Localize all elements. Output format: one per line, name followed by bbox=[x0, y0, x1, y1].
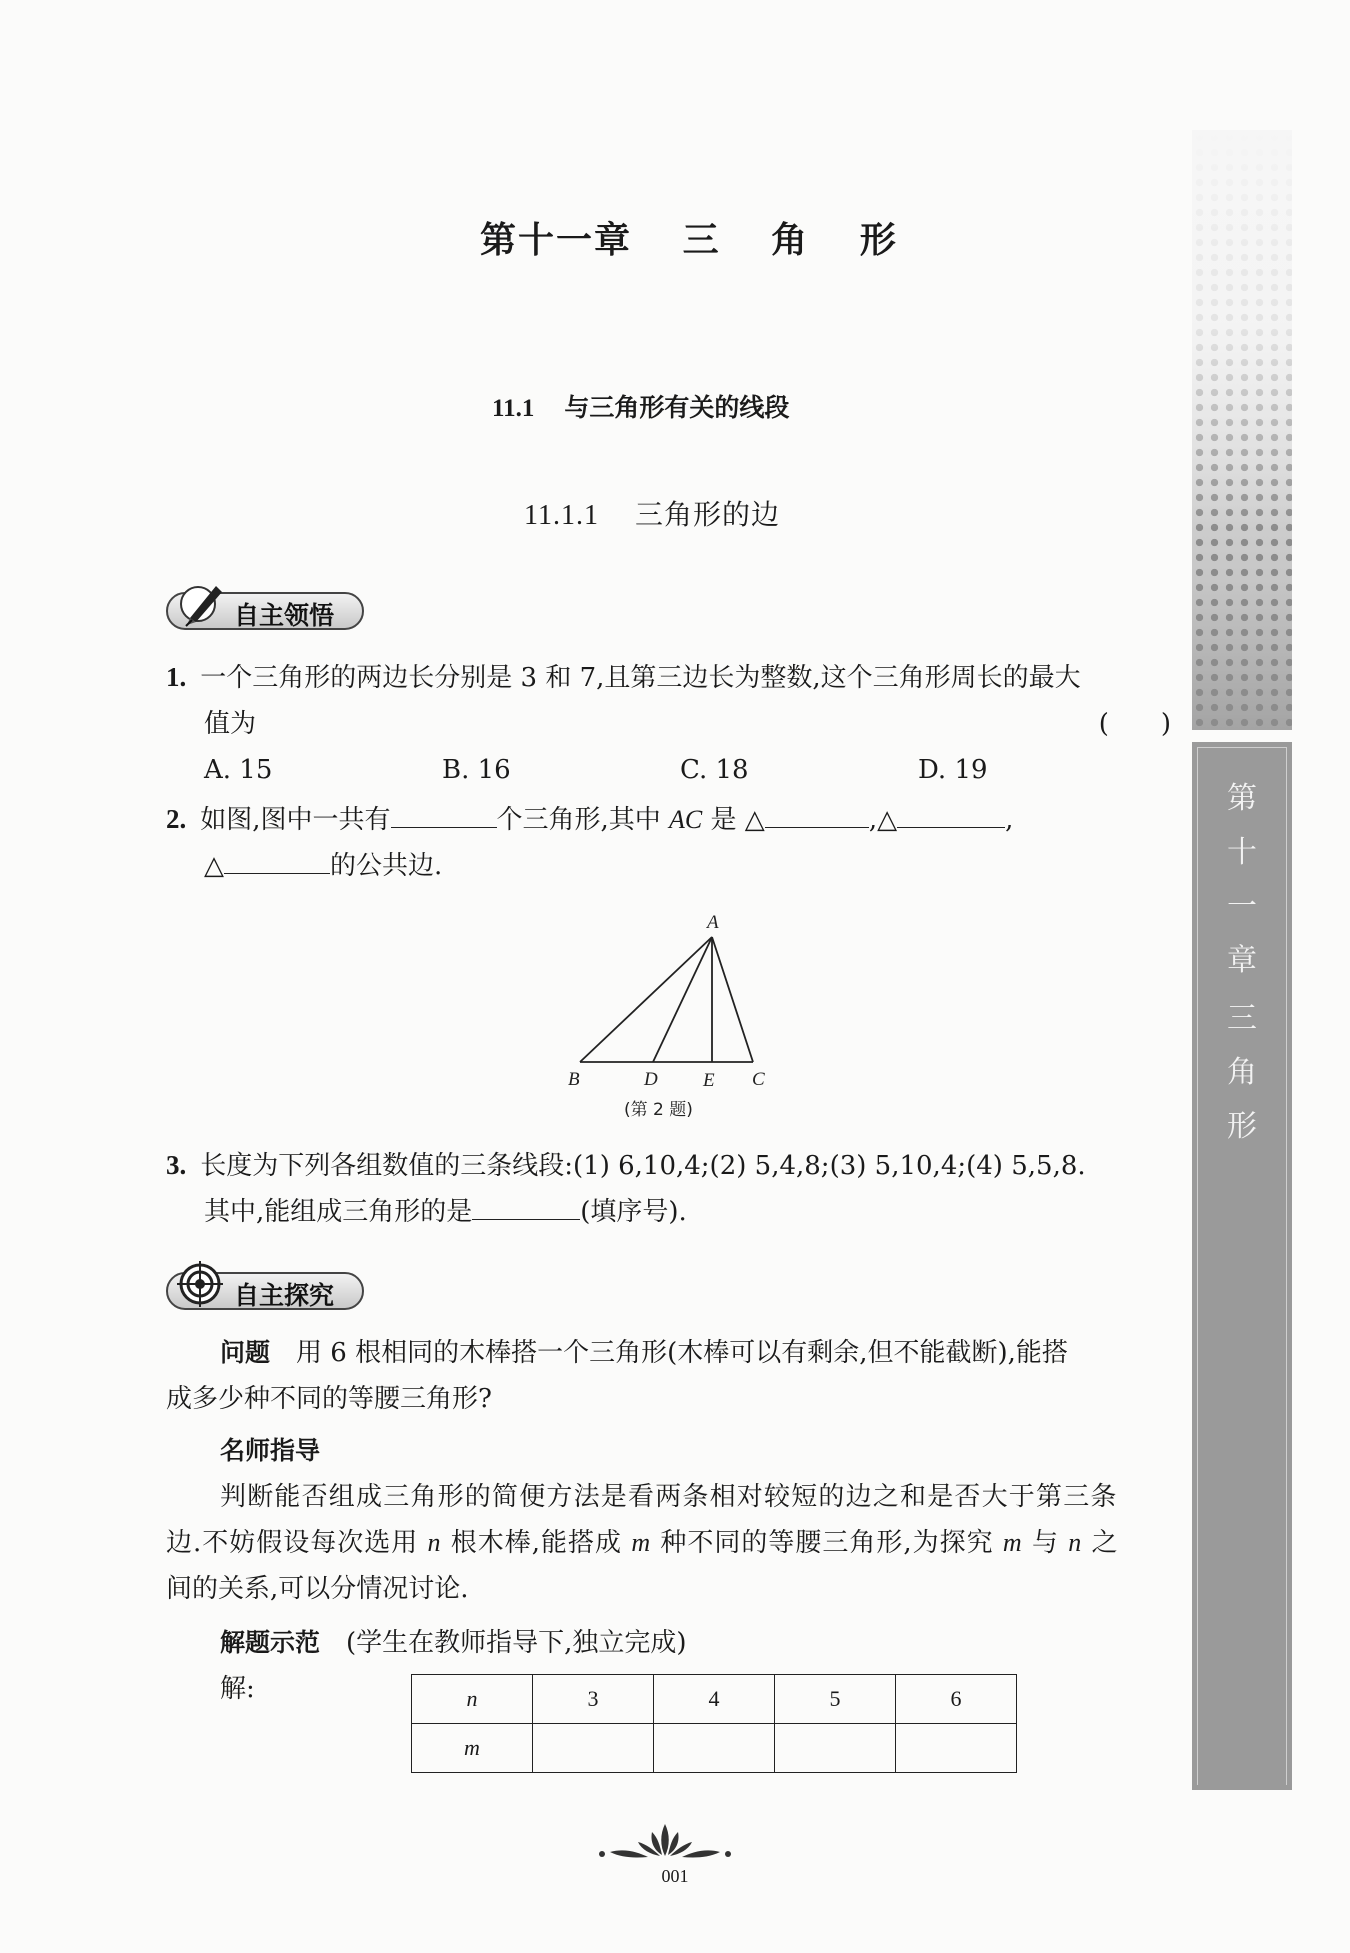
segment-ad bbox=[653, 937, 712, 1062]
teacher-guide: 名师指导 判断能否组成三角形的简便方法是看两条相对较短的边之和是否大于第三条 边.不妨假设每次选用 n 根木棒,能搭成 m 种不同的等腰三角形,为探究 m 与 n 之 间的关系,可以分情况讨论. bbox=[166, 1436, 1119, 1604]
tab-label bbox=[1192, 772, 1292, 1154]
table-row bbox=[412, 1675, 1017, 1724]
question-2: 2. 如图,图中一共有 个三角形,其中 AC 是 △ ,△ , △ 的公共边. bbox=[166, 796, 1171, 889]
answer-blank[interactable] bbox=[765, 799, 869, 828]
tab-char: 形 bbox=[1227, 1109, 1257, 1144]
label-c: C bbox=[752, 1069, 765, 1090]
tab-char: 三 bbox=[1227, 1001, 1257, 1036]
segment-ab bbox=[580, 937, 712, 1062]
answer-cell[interactable] bbox=[533, 1724, 654, 1773]
section-title: 11.1 与三角形有关的线段 bbox=[492, 393, 790, 422]
table-row bbox=[412, 1724, 1017, 1773]
triangle-figure bbox=[560, 905, 780, 1125]
answer-blank[interactable] bbox=[391, 799, 497, 828]
tab-char: 角 bbox=[1227, 1055, 1257, 1090]
answer-blank[interactable] bbox=[472, 1191, 580, 1220]
label-a: A bbox=[707, 912, 719, 933]
label-e: E bbox=[703, 1070, 715, 1091]
target-icon bbox=[176, 1258, 228, 1310]
label-b: B bbox=[568, 1069, 580, 1090]
n-m-table bbox=[411, 1674, 1017, 1773]
table-cell: 4 bbox=[654, 1675, 775, 1724]
subsection-title: 11.1.1 三角形的边 bbox=[524, 498, 780, 531]
question-1: 1. 一个三角形的两边长分别是 3 和 7,且第三边长为整数,这个三角形周长的最大 值为 ( ) A. 15 B. 16 C. 18 D. 19 bbox=[166, 654, 1171, 793]
table-cell: 5 bbox=[775, 1675, 896, 1724]
answer-cell[interactable] bbox=[775, 1724, 896, 1773]
answer-cell[interactable] bbox=[654, 1724, 775, 1773]
table-cell: n bbox=[412, 1675, 533, 1724]
table-cell: 6 bbox=[896, 1675, 1017, 1724]
figure-caption: (第 2 题) bbox=[624, 1100, 693, 1120]
leaf-ornament-icon bbox=[590, 1822, 740, 1862]
chapter-side-tab bbox=[1192, 130, 1292, 1790]
tab-char: 十 bbox=[1227, 835, 1257, 870]
answer-blank[interactable] bbox=[897, 799, 1005, 828]
label-d: D bbox=[644, 1069, 658, 1090]
chapter-title: 第十一章 三 角 形 bbox=[480, 219, 898, 261]
answer-cell[interactable] bbox=[896, 1724, 1017, 1773]
solution-demo: 解题示范 (学生在教师指导下,独立完成) 解: bbox=[220, 1628, 687, 1704]
self-study-badge: 自主领悟 bbox=[166, 592, 364, 630]
q1-options: A. 15 B. 16 C. 18 D. 19 bbox=[204, 755, 988, 785]
segment-ac bbox=[712, 937, 753, 1062]
tab-char: 一 bbox=[1227, 889, 1257, 924]
tab-char: 章 bbox=[1227, 943, 1257, 978]
page-number: 001 bbox=[661, 1866, 689, 1886]
answer-blank[interactable] bbox=[224, 845, 330, 874]
question-3: 3. 长度为下列各组数值的三条线段:(1) 6,10,4;(2) 5,4,8;(3) 5,10,4;(4) 5,5,8. 其中,能组成三角形的是 (填序号). bbox=[166, 1150, 1086, 1227]
table-cell: m bbox=[412, 1724, 533, 1773]
tab-label-panel bbox=[1192, 742, 1292, 1790]
explore-badge: 自主探究 bbox=[166, 1272, 364, 1310]
pen-icon bbox=[176, 578, 228, 630]
problem: 问题 用 6 根相同的木棒搭一个三角形(木棒可以有剩余,但不能截断),能搭 成多少种不同的等腰三角形? bbox=[166, 1338, 1068, 1414]
table-cell: 3 bbox=[533, 1675, 654, 1724]
tab-char: 第 bbox=[1227, 781, 1257, 816]
